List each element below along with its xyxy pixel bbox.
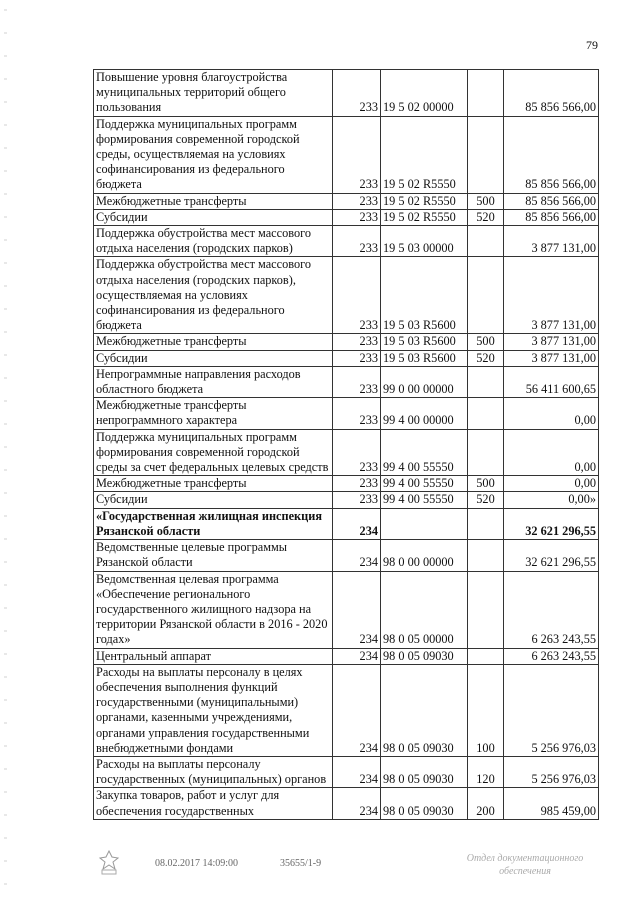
row-csr-cell: 19 5 02 R5550: [381, 116, 468, 193]
row-csr-cell: 98 0 05 00000: [381, 571, 468, 648]
row-csr-cell: 98 0 05 09030: [381, 756, 468, 787]
table-row: [94, 350, 599, 366]
row-name-cell: Поддержка муниципальных программ формирования современной городской среды, осуществляемая на условиях софинансирования из федерального бюджета: [94, 116, 333, 193]
row-ved-cell: 233: [333, 476, 381, 492]
row-vr-cell: [468, 571, 504, 648]
row-vr-cell: [468, 398, 504, 429]
row-csr-cell: 99 4 00 55550: [381, 492, 468, 508]
row-csr-cell: [381, 508, 468, 539]
row-sum-cell: 85 856 566,00: [504, 193, 599, 209]
row-name-cell: Поддержка муниципальных программ формирования современной городской среды за счет федеральных целевых средств: [94, 429, 333, 476]
row-vr-cell: [468, 226, 504, 257]
row-sum-cell: 5 256 976,03: [504, 756, 599, 787]
row-ved-cell: 233: [333, 366, 381, 397]
row-ved-cell: 234: [333, 648, 381, 664]
row-ved-cell: 234: [333, 508, 381, 539]
table-row: [94, 476, 599, 492]
row-name-cell: Поддержка обустройства мест массового отдыха населения (городских парков): [94, 226, 333, 257]
row-csr-cell: 19 5 02 00000: [381, 70, 468, 117]
page-number: 79: [586, 38, 598, 52]
row-sum-cell: 6 263 243,55: [504, 648, 599, 664]
row-ved-cell: 234: [333, 788, 381, 819]
row-name-cell: Центральный аппарат: [94, 648, 333, 664]
table-row: [94, 70, 599, 117]
department-watermark: [440, 852, 610, 878]
row-csr-cell: 99 0 00 00000: [381, 366, 468, 397]
row-name-cell: Непрограммные направления расходов областного бюджета: [94, 366, 333, 397]
row-vr-cell: [468, 508, 504, 539]
row-csr-cell: 19 5 02 R5550: [381, 209, 468, 225]
row-name-cell: Закупка товаров, работ и услуг для обеспечения государственных: [94, 788, 333, 819]
row-sum-cell: 85 856 566,00: [504, 209, 599, 225]
row-name-cell: Субсидии: [94, 209, 333, 225]
footer-doc-number: 35655/1-9: [280, 858, 322, 869]
table-row: [94, 193, 599, 209]
row-sum-cell: 85 856 566,00: [504, 70, 599, 117]
row-vr-cell: [468, 540, 504, 571]
row-vr-cell: 120: [468, 756, 504, 787]
row-vr-cell: 100: [468, 664, 504, 756]
row-name-cell: Межбюджетные трансферты: [94, 476, 333, 492]
row-vr-cell: 200: [468, 788, 504, 819]
row-ved-cell: 233: [333, 492, 381, 508]
row-csr-cell: 19 5 02 R5550: [381, 193, 468, 209]
row-sum-cell: 0,00: [504, 398, 599, 429]
row-csr-cell: 98 0 05 09030: [381, 648, 468, 664]
row-sum-cell: 0,00: [504, 476, 599, 492]
row-ved-cell: 233: [333, 257, 381, 334]
row-ved-cell: 233: [333, 116, 381, 193]
table-row: [94, 398, 599, 429]
table-row: [94, 756, 599, 787]
table-row: [94, 209, 599, 225]
row-vr-cell: 500: [468, 193, 504, 209]
row-vr-cell: 520: [468, 492, 504, 508]
row-ved-cell: 233: [333, 334, 381, 350]
table-row: [94, 571, 599, 648]
row-csr-cell: 99 4 00 55550: [381, 476, 468, 492]
table-row: [94, 664, 599, 756]
row-ved-cell: 233: [333, 193, 381, 209]
table-row: [94, 257, 599, 334]
row-vr-cell: [468, 648, 504, 664]
row-ved-cell: 234: [333, 540, 381, 571]
row-vr-cell: 500: [468, 476, 504, 492]
row-name-cell: Межбюджетные трансферты: [94, 334, 333, 350]
row-ved-cell: 233: [333, 350, 381, 366]
row-csr-cell: 19 5 03 00000: [381, 226, 468, 257]
scan-margin-artifact: [4, 0, 7, 905]
footer-date: 08.02.2017 14:09:00: [155, 858, 239, 869]
table-row: [94, 788, 599, 819]
row-name-cell: Повышение уровня благоустройства муниципальных территорий общего пользования: [94, 70, 333, 117]
row-sum-cell: 3 877 131,00: [504, 350, 599, 366]
row-name-cell: Ведомственная целевая программа «Обеспечение регионального государственного жилищного надзора на территории Рязанской области в 2016 - 2020 годах»: [94, 571, 333, 648]
watermark-line: Отдел документационного: [466, 853, 584, 864]
stamp-logo-icon: [98, 850, 120, 876]
row-sum-cell: 3 877 131,00: [504, 226, 599, 257]
row-vr-cell: 520: [468, 350, 504, 366]
row-csr-cell: 19 5 03 R5600: [381, 257, 468, 334]
budget-table: [93, 69, 599, 820]
table-row: [94, 366, 599, 397]
row-vr-cell: [468, 429, 504, 476]
table-row: [94, 334, 599, 350]
row-sum-cell: 32 621 296,55: [504, 540, 599, 571]
row-name-cell: Субсидии: [94, 492, 333, 508]
row-name-cell: «Государственная жилищная инспекция Рязанской области: [94, 508, 333, 539]
row-ved-cell: 233: [333, 429, 381, 476]
row-sum-cell: 3 877 131,00: [504, 257, 599, 334]
row-sum-cell: 85 856 566,00: [504, 116, 599, 193]
row-ved-cell: 233: [333, 209, 381, 225]
row-sum-cell: 0,00: [504, 429, 599, 476]
row-sum-cell: 5 256 976,03: [504, 664, 599, 756]
watermark-line: обеспечения: [499, 866, 551, 877]
row-ved-cell: 234: [333, 571, 381, 648]
row-sum-cell: 56 411 600,65: [504, 366, 599, 397]
row-vr-cell: [468, 257, 504, 334]
row-csr-cell: 99 4 00 00000: [381, 398, 468, 429]
row-name-cell: Субсидии: [94, 350, 333, 366]
table-row: [94, 508, 599, 539]
row-csr-cell: 99 4 00 55550: [381, 429, 468, 476]
row-sum-cell: 6 263 243,55: [504, 571, 599, 648]
row-sum-cell: 32 621 296,55: [504, 508, 599, 539]
row-vr-cell: [468, 116, 504, 193]
row-name-cell: Расходы на выплаты персоналу государственных (муниципальных) органов: [94, 756, 333, 787]
row-csr-cell: 19 5 03 R5600: [381, 350, 468, 366]
row-csr-cell: 19 5 03 R5600: [381, 334, 468, 350]
row-name-cell: Расходы на выплаты персоналу в целях обеспечения выполнения функций государственными (муниципальными) органами, казенными учреждениями, органами управления государственными внебюджетными фондами: [94, 664, 333, 756]
table-row: [94, 648, 599, 664]
table-row: [94, 492, 599, 508]
row-vr-cell: [468, 70, 504, 117]
table-row: [94, 540, 599, 571]
row-ved-cell: 233: [333, 226, 381, 257]
row-vr-cell: [468, 366, 504, 397]
row-name-cell: Межбюджетные трансферты: [94, 193, 333, 209]
table-row: [94, 226, 599, 257]
row-ved-cell: 233: [333, 70, 381, 117]
row-ved-cell: 234: [333, 756, 381, 787]
row-vr-cell: 500: [468, 334, 504, 350]
row-sum-cell: 985 459,00: [504, 788, 599, 819]
row-csr-cell: 98 0 05 09030: [381, 788, 468, 819]
row-ved-cell: 233: [333, 398, 381, 429]
row-ved-cell: 234: [333, 664, 381, 756]
table-row: [94, 116, 599, 193]
row-sum-cell: 3 877 131,00: [504, 334, 599, 350]
row-csr-cell: 98 0 00 00000: [381, 540, 468, 571]
row-csr-cell: 98 0 05 09030: [381, 664, 468, 756]
row-vr-cell: 520: [468, 209, 504, 225]
row-name-cell: Поддержка обустройства мест массового отдыха населения (городских парков), осуществляемая на условиях софинансирования из федерального бюджета: [94, 257, 333, 334]
row-name-cell: Межбюджетные трансферты непрограммного характера: [94, 398, 333, 429]
row-name-cell: Ведомственные целевые программы Рязанской области: [94, 540, 333, 571]
table-row: [94, 429, 599, 476]
row-sum-cell: 0,00»: [504, 492, 599, 508]
